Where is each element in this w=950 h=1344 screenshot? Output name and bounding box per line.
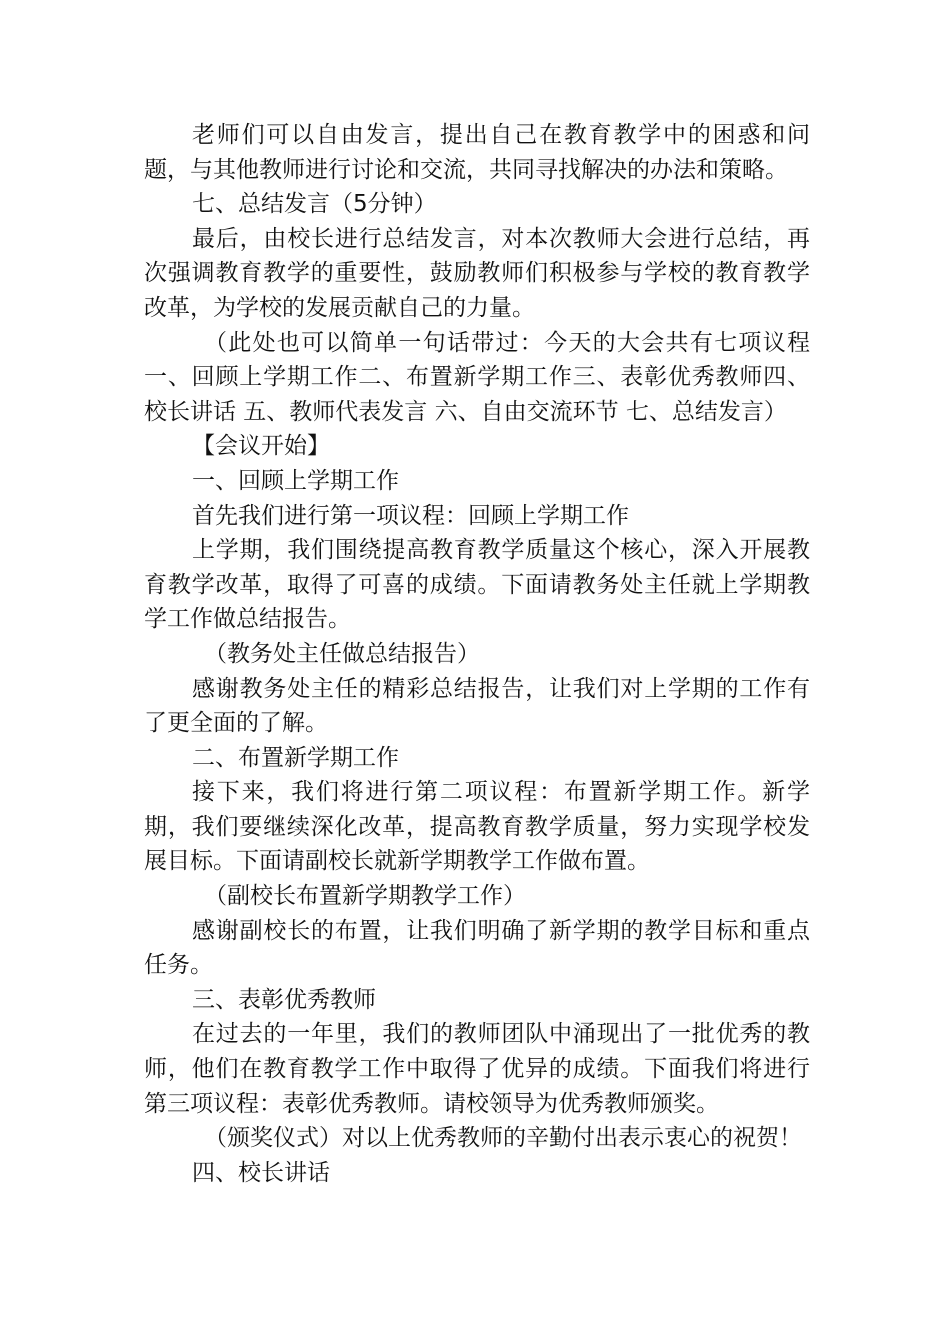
paragraph-vice-principal-plan: （副校长布置新学期教学工作） (204, 883, 526, 910)
paragraph-dean-report: （教务处主任做总结报告） (204, 640, 480, 667)
paragraph-open-discussion: 老师们可以自由发言，提出自己在教育教学中的困惑和问题，与其他教师进行讨论和交流，共同寻找解决的办法和策略。 (144, 122, 810, 183)
heading-review-last-term: 一、回顾上学期工作 (192, 467, 399, 494)
heading-commend-teachers: 三、表彰优秀教师 (192, 986, 376, 1013)
paragraph-last-term-results: 上学期，我们围绕提高教育教学质量这个核心，深入开展教育教学改革，取得了可喜的成绩。下面请教务处主任就上学期教学工作做总结报告。 (144, 537, 810, 633)
paragraph-thanks-vice-principal: 感谢副校长的布置，让我们明确了新学期的教学目标和重点任务。 (144, 917, 810, 979)
paragraph-first-agenda: 首先我们进行第一项议程：回顾上学期工作 (192, 502, 629, 529)
paragraph-award-ceremony: （颁奖仪式）对以上优秀教师的辛勤付出表示衷心的祝贺！ (204, 1125, 802, 1152)
document-body (144, 118, 810, 1190)
heading-meeting-start: 【会议开始】 (192, 433, 330, 460)
paragraph-thanks-dean: 感谢教务处主任的精彩总结报告，让我们对上学期的工作有了更全面的了解。 (144, 675, 810, 737)
paragraph-second-agenda: 接下来，我们将进行第二项议程：布置新学期工作。新学期，我们要继续深化改革，提高教育教学质量，努力实现学校发展目标。下面请副校长就新学期教学工作做布置。 (144, 779, 810, 875)
paragraph-principal-summary: 最后，由校长进行总结发言，对本次教师大会进行总结，再次强调教育教学的重要性，鼓励教师们积极参与学校的教育教学改革，为学校的发展贡献自己的力量。 (144, 225, 810, 321)
paragraph-agenda-note: （此处也可以简单一句话带过：今天的大会共有七项议程一、回顾上学期工作二、布置新学期工作三、表彰优秀教师四、校长讲话 五、教师代表发言 六、自由交流环节 七、总结发言） (144, 329, 810, 425)
heading-summary-speech: 七、总结发言（5分钟） (192, 191, 437, 218)
heading-principal-speech: 四、校长讲话 (192, 1159, 330, 1186)
paragraph-excellent-teachers: 在过去的一年里，我们的教师团队中涌现出了一批优秀的教师，他们在教育教学工作中取得了优异的成绩。下面我们将进行第三项议程：表彰优秀教师。请校领导为优秀教师颁奖。 (144, 1021, 810, 1117)
heading-new-term-work: 二、布置新学期工作 (192, 744, 399, 771)
